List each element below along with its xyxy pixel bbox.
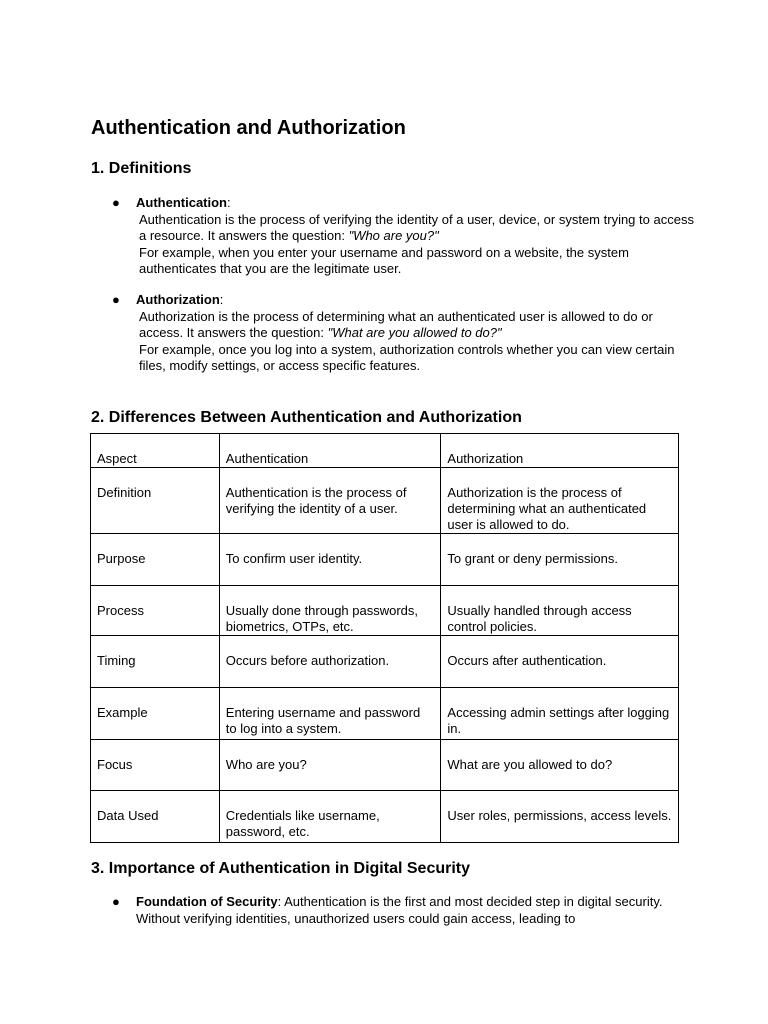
table-row (91, 534, 679, 586)
table-cell: To grant or deny permissions. (441, 534, 679, 586)
table-row (91, 791, 679, 843)
table-header-cell: Authorization (441, 434, 679, 468)
table-cell: Credentials like username, password, etc. (219, 791, 441, 843)
section-heading-differences: 2. Differences Between Authentication and Authorization (91, 409, 522, 426)
list-item-authorization (91, 292, 691, 375)
term-foundation-of-security: Foundation of Security (136, 894, 278, 909)
term-authentication: Authentication (136, 195, 227, 210)
table-cell: Entering username and password to log into a system. (219, 688, 441, 740)
table-row (91, 688, 679, 740)
table-cell: Usually done through passwords, biometrics, OTPs, etc. (219, 586, 441, 636)
table-row (91, 468, 679, 534)
table-cell: Authentication is the process of verifying the identity of a user. (219, 468, 441, 534)
list-item-foundation-of-security (91, 894, 691, 927)
table-cell: To confirm user identity. (219, 534, 441, 586)
example-text: For example, when you enter your username and password on a website, the system authenticates that you are the legitimate user. (139, 244, 629, 276)
table-cell: What are you allowed to do? (441, 740, 679, 791)
table-cell: Example (91, 688, 220, 740)
table-cell: Accessing admin settings after logging in. (441, 688, 679, 740)
example-text: For example, once you log into a system, authorization controls whether you can view certain files, modify settings, or access specific features. (139, 341, 675, 373)
table-row (91, 586, 679, 636)
table-cell: Focus (91, 740, 220, 791)
definition-text: Authentication is the process of verifying the identity of a user, device, or system trying to access a resource. It answers the question: (139, 211, 694, 243)
definition-text: Authorization is the process of determining what an authenticated user is allowed to do or access. It answers the question: (139, 308, 653, 340)
question-text: "What are you allowed to do?" (327, 325, 502, 340)
table-cell: Definition (91, 468, 220, 534)
table-cell: Data Used (91, 791, 220, 843)
table-cell: Timing (91, 636, 220, 688)
table-cell: Occurs after authentication. (441, 636, 679, 688)
term-colon: : (219, 292, 224, 307)
bullet-icon: ● (112, 292, 120, 307)
table-row (91, 636, 679, 688)
table-row (91, 740, 679, 791)
table-cell: Authorization is the process of determining what an authenticated user is allowed to do. (441, 468, 679, 534)
list-item-authentication (91, 195, 694, 278)
bullet-icon: ● (112, 894, 120, 909)
table-header-cell: Aspect (91, 434, 220, 468)
document-title: Authentication and Authorization (91, 117, 406, 139)
comparison-table (90, 433, 679, 843)
section-heading-importance: 3. Importance of Authentication in Digital Security (91, 860, 471, 877)
question-text: "Who are you?" (348, 228, 439, 243)
term-colon: : (227, 195, 231, 210)
table-cell: User roles, permissions, access levels. (441, 791, 679, 843)
bullet-icon: ● (112, 195, 120, 210)
table-cell: Who are you? (219, 740, 441, 791)
term-authorization: Authorization (136, 292, 220, 307)
table-cell: Process (91, 586, 220, 636)
table-header-row (91, 434, 679, 468)
section-heading-definitions: 1. Definitions (91, 160, 192, 177)
paragraph-text: : Authentication is the first and most decided step in digital security. Without verifying identities, unauthorized users could gain access, leading to (136, 894, 663, 926)
table-cell: Occurs before authorization. (219, 636, 441, 688)
table-cell: Purpose (91, 534, 220, 586)
table-header-cell: Authentication (219, 434, 441, 468)
table-cell: Usually handled through access control policies. (441, 586, 679, 636)
